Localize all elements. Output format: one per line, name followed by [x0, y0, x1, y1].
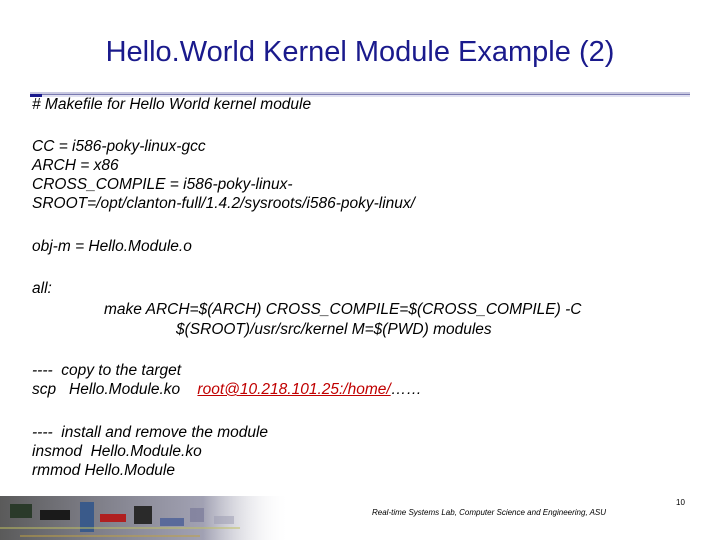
all-target-line: all:	[32, 280, 52, 297]
make-command-line-1: make ARCH=$(ARCH) CROSS_COMPILE=$(CROSS_COMPILE) -C	[104, 301, 582, 318]
circuit-board-image	[0, 496, 290, 540]
insmod-line: insmod Hello.Module.ko	[32, 443, 202, 460]
scp-command: scp Hello.Module.ko	[32, 381, 198, 398]
scp-ellipsis: ……	[390, 381, 422, 398]
arch-line: ARCH = x86	[32, 157, 119, 174]
scp-target-link[interactable]: root@10.218.101.25:/home/	[197, 381, 391, 398]
makefile-comment: # Makefile for Hello World kernel module	[32, 96, 312, 113]
obj-m-line: obj-m = Hello.Module.o	[32, 238, 192, 255]
make-command-line-2: $(SROOT)/usr/src/kernel M=$(PWD) modules	[176, 321, 492, 338]
footer-credit: Real-time Systems Lab, Computer Science and Engineering, ASU	[372, 508, 607, 517]
install-comment-line: ---- install and remove the module	[32, 424, 269, 441]
copy-comment-line: ---- copy to the target	[32, 362, 182, 379]
slide-title: Hello.World Kernel Module Example (2)	[105, 36, 615, 68]
rmmod-line: rmmod Hello.Module	[32, 462, 175, 479]
sroot-line: SROOT=/opt/clanton-full/1.4.2/sysroots/i586-poky-linux/	[32, 195, 415, 212]
scp-line	[32, 380, 422, 399]
cross-compile-line: CROSS_COMPILE = i586-poky-linux-	[32, 176, 293, 193]
page-number: 10	[676, 498, 685, 507]
cc-line: CC = i586-poky-linux-gcc	[32, 138, 206, 155]
